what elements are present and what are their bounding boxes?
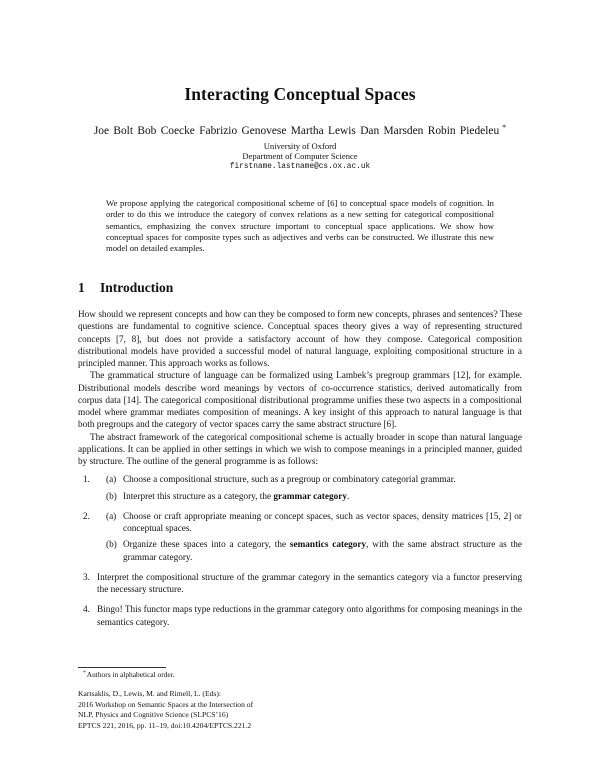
sub-item-text-end: , with the same abstract structure as the grammar category.	[123, 540, 522, 563]
sub-item-label: (b)	[106, 491, 117, 502]
venue-line: Kartsaklis, D., Lewis, M. and Rimell, L. (Eds):	[78, 689, 221, 698]
sub-item-label: (a)	[106, 511, 117, 522]
footnote	[83, 670, 175, 679]
footnote-mark: *	[83, 670, 86, 676]
venue-line: 2016 Workshop on Semantic Spaces at the Intersection of	[78, 699, 254, 709]
sub-item-text: Interpret this structure as a category, the	[123, 491, 274, 502]
body-text	[78, 309, 522, 629]
paragraph: The abstract framework of the categorical compositional scheme is actually broader in scope than natural language applications. It can be applied in other settings in which we wish to compose meanings in a principled manner, guided by structure. The outline of the general programme is as follows:	[78, 432, 522, 467]
sub-item-text: Choose or craft appropriate meaning or concept spaces, such as vector spaces, density matrices [15, 2] or conceptual spaces.	[123, 511, 522, 534]
venue-info	[78, 689, 253, 731]
list-item	[78, 474, 522, 503]
paragraph: The grammatical structure of language can be formalized using Lambek’s pregroup grammars [12], for example. Distributional models describe word meanings by vectors of co-occurrence statistics, derived automatically from corpus data [14]. The categorical compositional distributional programme unifies these two aspects in a compositional model where grammar mediates composition of meanings. A key insight of this approach to natural language is that both pregroups and the category of vector spaces carry the same abstract structure [6].	[78, 371, 522, 431]
sub-item-text: Choose a compositional structure, such as a pregroup or combinatory categorial grammar.	[123, 475, 456, 486]
list-item-number: 1.	[83, 475, 90, 486]
sub-item	[97, 539, 522, 564]
affiliation-department: Department of Computer Science	[242, 151, 358, 161]
section-heading	[78, 280, 173, 296]
paragraph: How should we represent concepts and how can they be composed to form new concepts, phrases and sentences? These questions are fundamental to cognitive science. Conceptual spaces theory gives a way of representing structured concepts [7, 8], but does not provide a satisfactory account of how they compose. Categorical composition distributional models have provided a successful model of natural language, exploiting compositional structure in a principled manner. This approach works as follows.	[78, 310, 522, 369]
term-grammar-category: grammar category	[273, 491, 347, 502]
author-list	[0, 123, 600, 137]
sub-item-label: (b)	[106, 540, 117, 551]
venue-line: NLP, Physics and Cognitive Science (SLPCS’16)	[78, 710, 229, 720]
venue-line: EPTCS 221, 2016, pp. 11–19, doi:10.4204/EPTCS.221.2	[78, 720, 252, 730]
programme-list	[78, 474, 522, 629]
list-item-text: Interpret the compositional structure of the grammar category in the semantics category via a functor preserving the necessary structure.	[97, 572, 522, 595]
footnote-rule	[78, 667, 166, 668]
author-footnote-mark: *	[502, 123, 507, 132]
sub-item-text: Organize these spaces into a category, the	[123, 540, 290, 551]
term-semantics-category: semantics category	[289, 540, 367, 551]
sub-item-label: (a)	[106, 475, 117, 486]
list-item	[78, 604, 522, 629]
footnote-text: Authors in alphabetical order.	[86, 670, 175, 679]
list-item-number: 2.	[83, 511, 90, 522]
list-item-number: 3.	[83, 572, 90, 583]
sub-item	[97, 474, 522, 486]
list-item-text: Bingo! This functor maps type reductions in the grammar category onto algorithms for composing meanings in the semantics category.	[97, 605, 522, 628]
affiliation-university: University of Oxford	[263, 141, 337, 151]
list-item	[78, 511, 522, 564]
sub-item-text-end: .	[346, 491, 350, 502]
list-item-number: 4.	[83, 605, 90, 616]
section-title: Introduction	[100, 280, 174, 295]
section-number: 1	[78, 280, 85, 295]
sub-item	[97, 491, 522, 503]
paper-title: Interacting Conceptual Spaces	[184, 84, 416, 104]
list-item	[78, 572, 522, 597]
author-names: Joe Bolt Bob Coecke Fabrizio Genovese Martha Lewis Dan Marsden Robin Piedeleu	[93, 125, 500, 137]
abstract: We propose applying the categorical compositional scheme of [6] to conceptual space models of cognition. In order to do this we introduce the category of convex relations as a new setting for categorical compositional semantics, emphasizing the convex structure important to conceptual space applications. We show how conceptual spaces for composite types such as adjectives and verbs can be constructed. We illustrate this new model on detailed examples.	[106, 198, 494, 254]
sub-item	[97, 511, 522, 536]
author-email: firstname.lastname@cs.ox.ac.uk	[229, 163, 371, 171]
